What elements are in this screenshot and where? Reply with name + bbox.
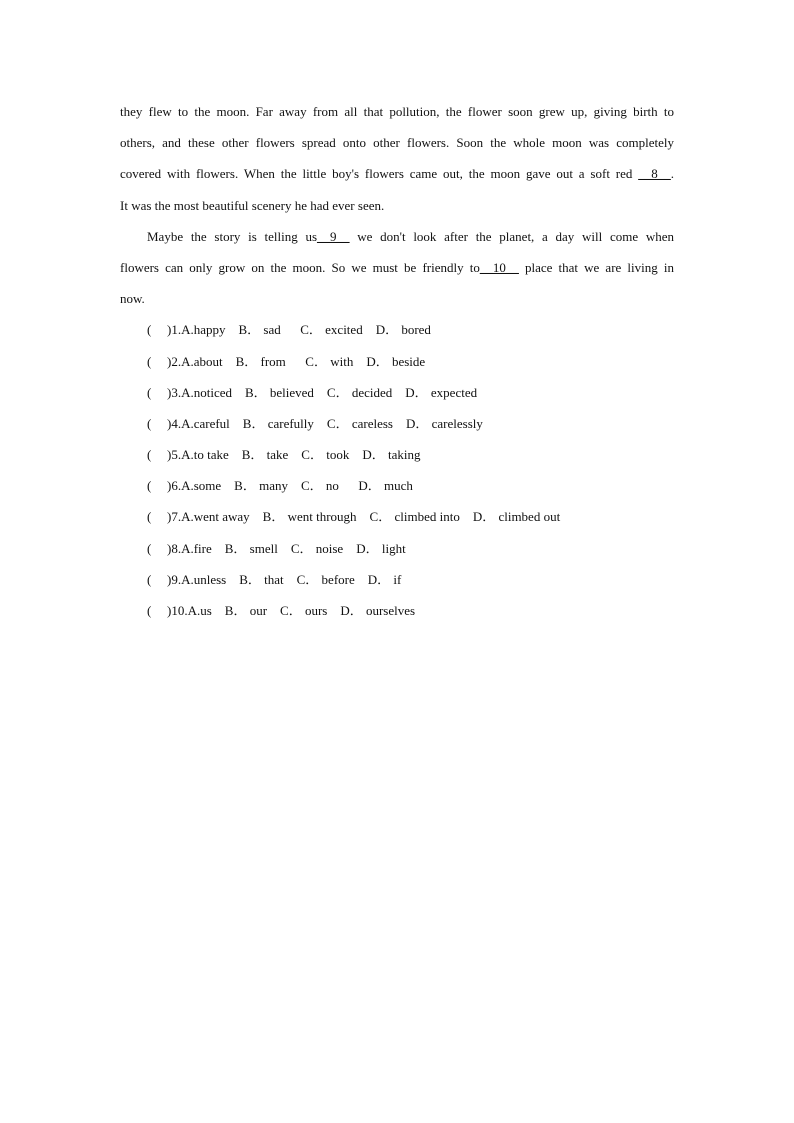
passage-text: place that we are living in [518,259,674,275]
question-options: )9.A.unless B． that C． before D． if [167,571,402,587]
answer-paren: ( [147,353,152,369]
question-options: )6.A.some B． many C． no D． much [167,478,413,494]
passage-line [120,256,674,287]
passage-text: flowers can only grow on the moon. So we must be friendly to [120,259,480,275]
question-item [120,537,674,568]
question-options: )2.A.about B． from C． with D． beside [167,353,426,369]
question-item [120,381,674,412]
answer-paren: ( [147,540,152,556]
passage-line: they flew to the moon. Far away from all that pollution, the flower soon grew up, giving birth to [120,104,674,119]
question-list [120,318,674,630]
answer-paren: ( [147,478,152,494]
blank-9: __9__ [317,228,350,244]
question-item [120,599,674,630]
answer-paren: ( [147,603,152,618]
question-options: )1.A.happy B． sad C． excited D． bored [167,322,431,338]
passage-line: It was the most beautiful scenery he had ever seen. [120,197,385,213]
question-options: )4.A.careful B． carefully C． careless D． carelessly [167,415,483,431]
answer-paren: ( [147,415,152,431]
answer-paren: ( [147,384,152,400]
passage-line [120,162,674,193]
passage-text: . [670,166,674,182]
answer-paren: ( [147,447,152,463]
question-item [120,505,674,536]
answer-paren: ( [147,322,152,338]
passage-text: Maybe the story is telling us [147,228,318,244]
question-item [120,568,674,599]
passage-text: we don't look after the planet, a day will come when [349,228,674,244]
passage-line: now. [120,291,145,307]
question-options: )5.A.to take B． take C． took D． taking [167,447,421,463]
question-item [120,350,674,381]
question-options: )8.A.fire B． smell C． noise D． light [167,540,406,556]
passage-paragraph-2 [120,225,674,319]
answer-paren: ( [147,509,152,525]
question-options: )10.A.us B． our C． ours D． ourselves [167,603,416,618]
question-item [120,474,674,505]
passage-line [120,225,674,256]
passage-paragraph-1 [120,100,674,225]
question-item [120,443,674,474]
question-item [120,318,674,349]
question-item [120,412,674,443]
document-content [120,100,674,630]
question-options: )7.A.went away B． went through C． climbed into D． climbed out [167,509,561,525]
passage-text: covered with flowers. When the little boy's flowers came out, the moon gave out a soft red [120,166,639,182]
blank-10: __10__ [479,259,519,275]
question-options: )3.A.noticed B． believed C． decided D． expected [167,384,478,400]
answer-paren: ( [147,571,152,587]
passage-line: others, and these other flowers spread onto other flowers. Soon the whole moon was completely [120,135,674,151]
blank-8: __8__ [638,166,671,182]
